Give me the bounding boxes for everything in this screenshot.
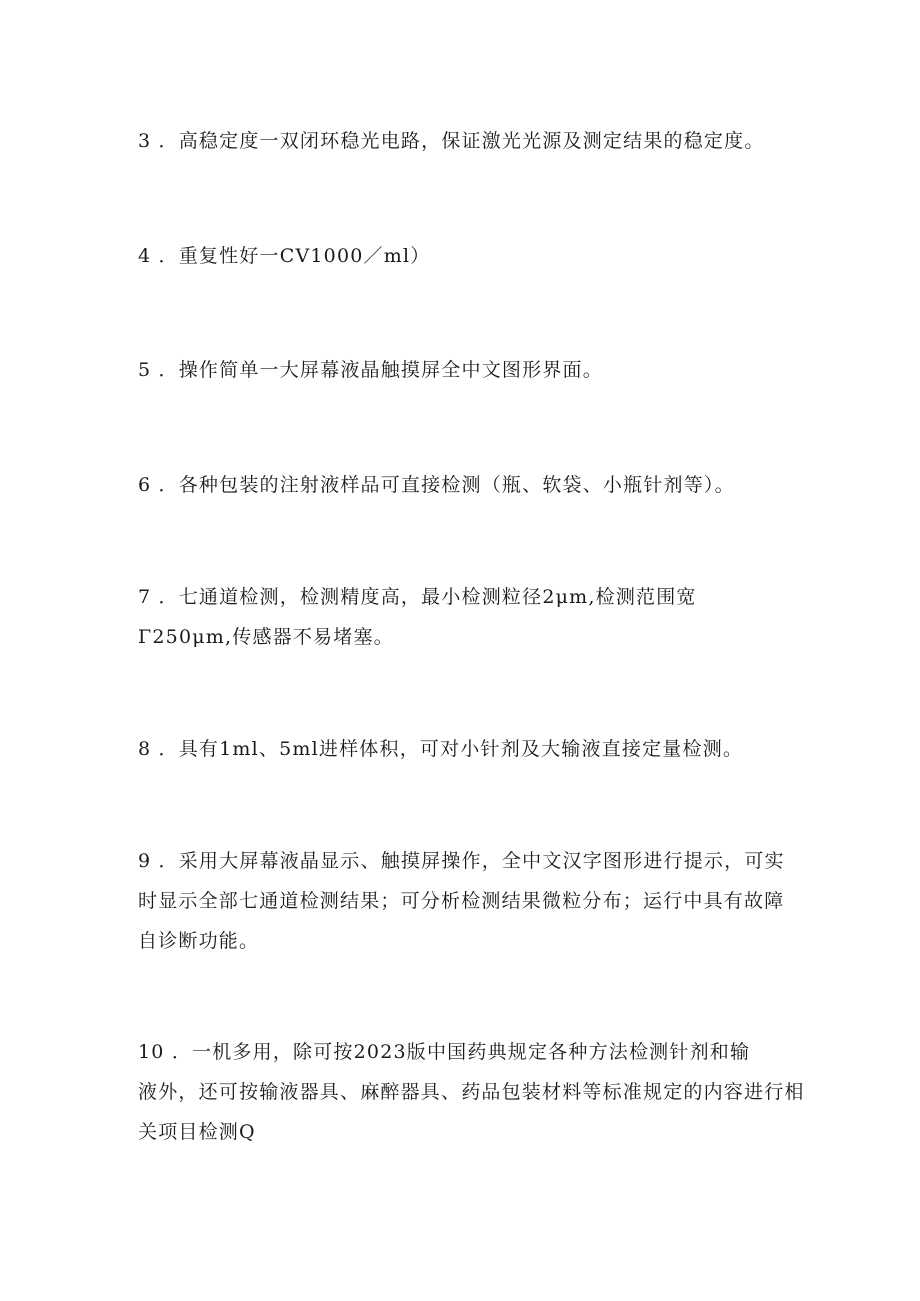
item-line: Γ250μm,传感器不易堵塞。 xyxy=(138,626,394,648)
item-line: 6 ．各种包装的注射液样品可直接检测（瓶、软袋、小瓶针剂等）。 xyxy=(138,474,735,496)
list-item-4 xyxy=(138,236,818,276)
item-line: 3 ．高稳定度一双闭环稳光电路，保证激光光源及测定结果的稳定度。 xyxy=(138,130,765,152)
list-item-6 xyxy=(138,465,818,505)
item-line: 液外，还可按输液器具、麻醉器具、药品包装材料等标准规定的内容进行相 xyxy=(138,1081,805,1103)
item-line: 4 ．重复性好一CV1000／ml） xyxy=(138,245,431,267)
item-line: 时显示全部七通道检测结果；可分析检测结果微粒分布；运行中具有故障 xyxy=(138,890,785,912)
list-item-9 xyxy=(138,841,818,961)
list-item-5 xyxy=(138,350,818,390)
list-item-3 xyxy=(138,121,818,161)
item-line: 10 ．一机多用，除可按2023版中国药典规定各种方法检测针剂和输 xyxy=(138,1041,751,1063)
item-line: 9 ．采用大屏幕液晶显示、触摸屏操作，全中文汉字图形进行提示，可实 xyxy=(138,850,785,872)
list-item-8 xyxy=(138,729,818,769)
item-line: 5 ．操作简单一大屏幕液晶触摸屏全中文图形界面。 xyxy=(138,359,603,381)
item-line: 关项目检测Q xyxy=(138,1121,256,1143)
item-line: 8 ．具有1ml、5ml进样体积，可对小针剂及大输液直接定量检测。 xyxy=(138,738,744,760)
list-item-10 xyxy=(138,1032,818,1152)
item-line: 7 ．七通道检测，检测精度高，最小检测粒径2μm,检测范围宽 xyxy=(138,586,697,608)
list-item-7 xyxy=(138,577,818,657)
item-line: 自诊断功能。 xyxy=(138,930,260,952)
